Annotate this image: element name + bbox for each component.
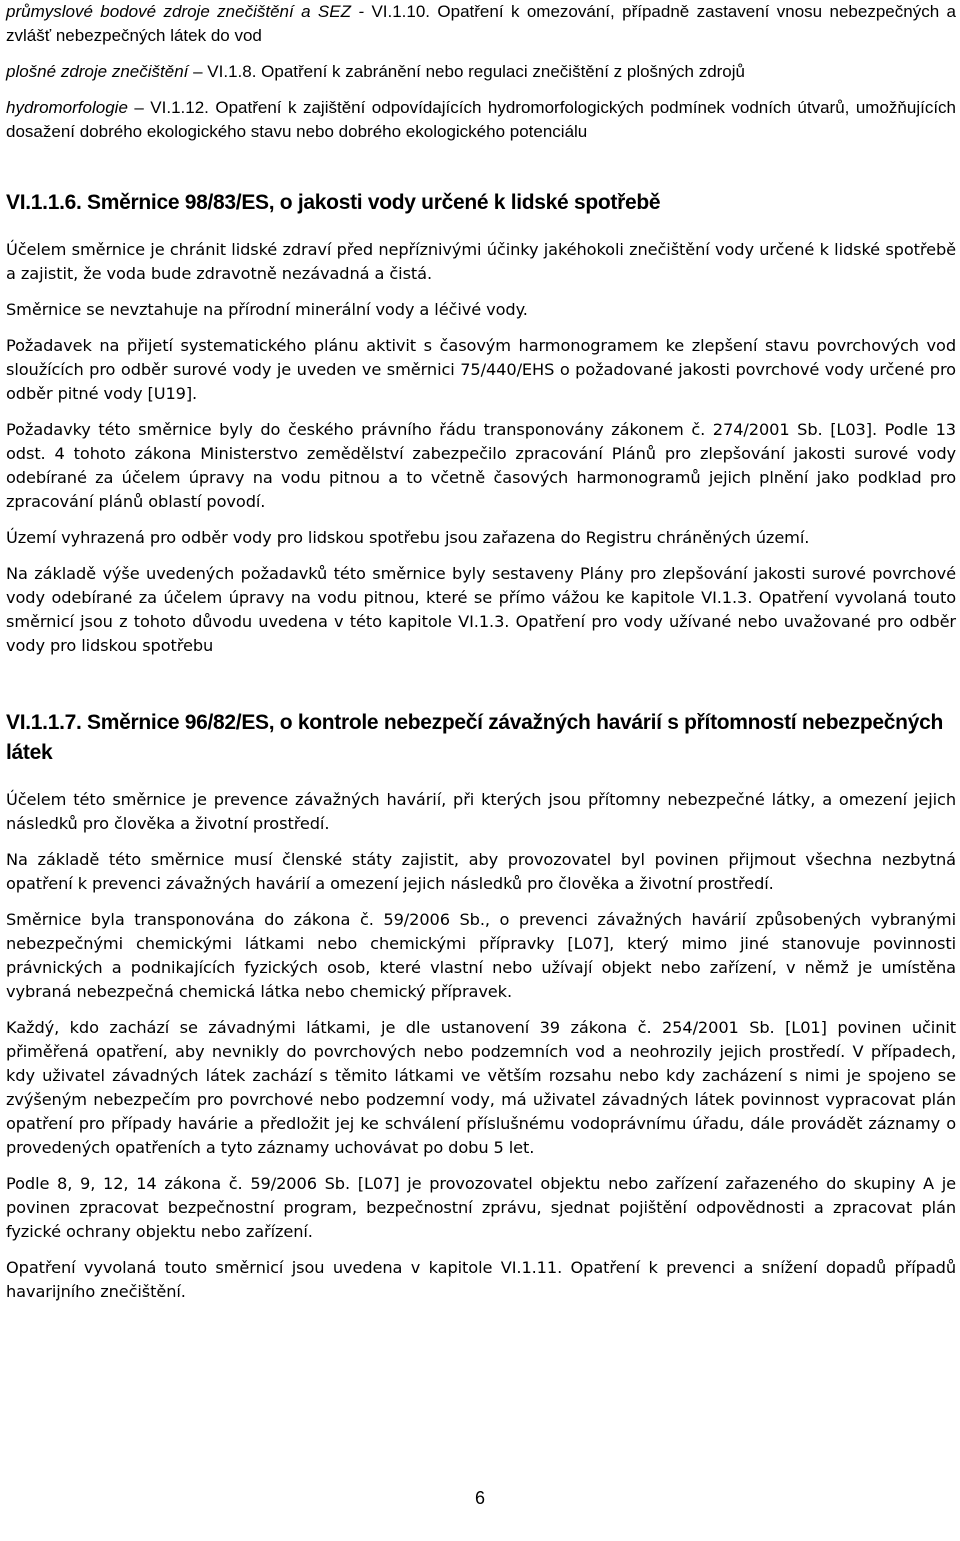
toc-link-text: – VI.1.8. Opatření k zabránění nebo regulaci znečištění z plošných zdrojů <box>188 62 745 81</box>
paragraph: Účelem této směrnice je prevence závažných havárií, při kterých jsou přítomny nebezpečné látky, a omezení jejich následků pro člověka a životní prostředí. <box>6 790 956 833</box>
toc-link-point-sources[interactable] <box>6 0 956 48</box>
paragraph: Směrnice byla transponována do zákona č. 59/2006 Sb., o prevenci závažných havárií způsobených vybranými nebezpečnými chemickými látkami nebo chemickými přípravky [L07], který mimo jiné stanovuje povinnosti právnických a podnikajících fyzických osob, které vlastní nebo užívají objekt nebo zařízení, v němž je umístěna vybraná nebezpečná chemická látka nebo chemický přípravek. <box>6 910 956 1001</box>
toc-link-lead: hydromorfologie <box>6 98 128 117</box>
toc-link-text: VI.1.10. Opatření k omezování, případně zastavení vnosu nebezpečných a zvlášť nebezpečných látek do vod <box>6 2 956 45</box>
paragraph: Na základě této směrnice musí členské státy zajistit, aby provozovatel byl povinen přijmout všechna nezbytná opatření k prevenci závažných havárií a omezení jejich následků pro člověka a životní prostředí. <box>6 850 956 893</box>
section-directive-98-83 <box>6 188 956 658</box>
paragraph: Každý, kdo zachází se závadnými látkami, je dle ustanovení 39 zákona č. 254/2001 Sb. [L01] povinen učinit přiměřená opatření, aby nevnikly do povrchových nebo podzemních vod a neohrozily jejich prostředí. V případech, kdy uživatel závadných látek zachází s těmito látkami ve větším rozsahu nebo kdy zacházení s nimi je spojeno se zvýšeným nebezpečím pro povrchové nebo podzemní vody, má uživatel závadných látek povinnost vypracovat plán opatření pro případy havárie a předložit jej ke schválení příslušnému vodoprávnímu úřadu, dále provádět záznamy o provedených opatřeních a tyto záznamy uchovávat po dobu 5 let. <box>6 1018 956 1157</box>
paragraph: Směrnice se nevztahuje na přírodní minerální vody a léčivé vody. <box>6 300 528 319</box>
toc-link-diffuse-sources[interactable] <box>6 60 956 84</box>
section-heading: VI.1.1.7. Směrnice 96/82/ES, o kontrole nebezpečí závažných havárií s přítomností nebezpečných látek <box>6 711 943 764</box>
paragraph: Požadavek na přijetí systematického plánu aktivit s časovým harmonogramem ke zlepšení stavu povrchových vod sloužících pro odběr surové vody je uveden ve směrnici 75/440/EHS o požadované jakosti povrchové vody určené pro odběr pitné vody [U19]. <box>6 336 956 403</box>
toc-link-lead: průmyslové bodové zdroje znečištění a SEZ - <box>6 2 372 21</box>
document-page <box>6 0 956 1316</box>
toc-links <box>6 0 956 144</box>
toc-link-hydromorphology[interactable] <box>6 96 956 144</box>
paragraph: Opatření vyvolaná touto směrnicí jsou uvedena v kapitole VI.1.11. Opatření k prevenci a snížení dopadů případů havarijního znečištění. <box>6 1258 956 1301</box>
section-heading: VI.1.1.6. Směrnice 98/83/ES, o jakosti vody určené k lidské spotřebě <box>6 191 661 214</box>
paragraph: Podle 8, 9, 12, 14 zákona č. 59/2006 Sb. [L07] je provozovatel objektu nebo zařízení zařazeného do skupiny A je povinen zpracovat bezpečnostní program, bezpečnostní zprávu, sjednat pojištění odpovědnosti a zpracovat plán fyzické ochrany objektu nebo zařízení. <box>6 1174 956 1241</box>
toc-link-text: – VI.1.12. Opatření k zajištění odpovídajících hydromorfologických podmínek vodních útvarů, umožňujících dosažení dobrého ekologického stavu nebo dobrého ekologického potenciálu <box>6 98 956 141</box>
paragraph: Účelem směrnice je chránit lidské zdraví před nepříznivými účinky jakéhokoli znečištění vody určené k lidské spotřebě a zajistit, že voda bude zdravotně nezávadná a čistá. <box>6 240 956 283</box>
paragraph: Na základě výše uvedených požadavků této směrnice byly sestaveny Plány pro zlepšování jakosti surové povrchové vody odebírané za účelem úpravy na vodu pitnou, které se přímo vážou ke kapitole VI.1.3. Opatření vyvolaná touto směrnicí jsou z tohoto důvodu uvedena v této kapitole VI.1.3. Opatření pro vody užívané nebo uvažované pro odběr vody pro lidskou spotřebu <box>6 564 956 655</box>
page-number: 6 <box>474 1488 485 1508</box>
paragraph: Požadavky této směrnice byly do českého právního řádu transponovány zákonem č. 274/2001 Sb. [L03]. Podle 13 odst. 4 tohoto zákona Ministerstvo zemědělství zabezpečilo zpracování Plánů pro zlepšování jakosti surové vody odebírané za účelem úpravy na vodu pitnou a to včetně časových harmonogramů jejich plnění jako podklad pro zpracování plánů oblastí povodí. <box>6 420 956 511</box>
section-directive-96-82 <box>6 708 956 1304</box>
toc-link-lead: plošné zdroje znečištění <box>6 62 189 81</box>
paragraph: Území vyhrazená pro odběr vody pro lidskou spotřebu jsou zařazena do Registru chráněných území. <box>6 528 810 547</box>
